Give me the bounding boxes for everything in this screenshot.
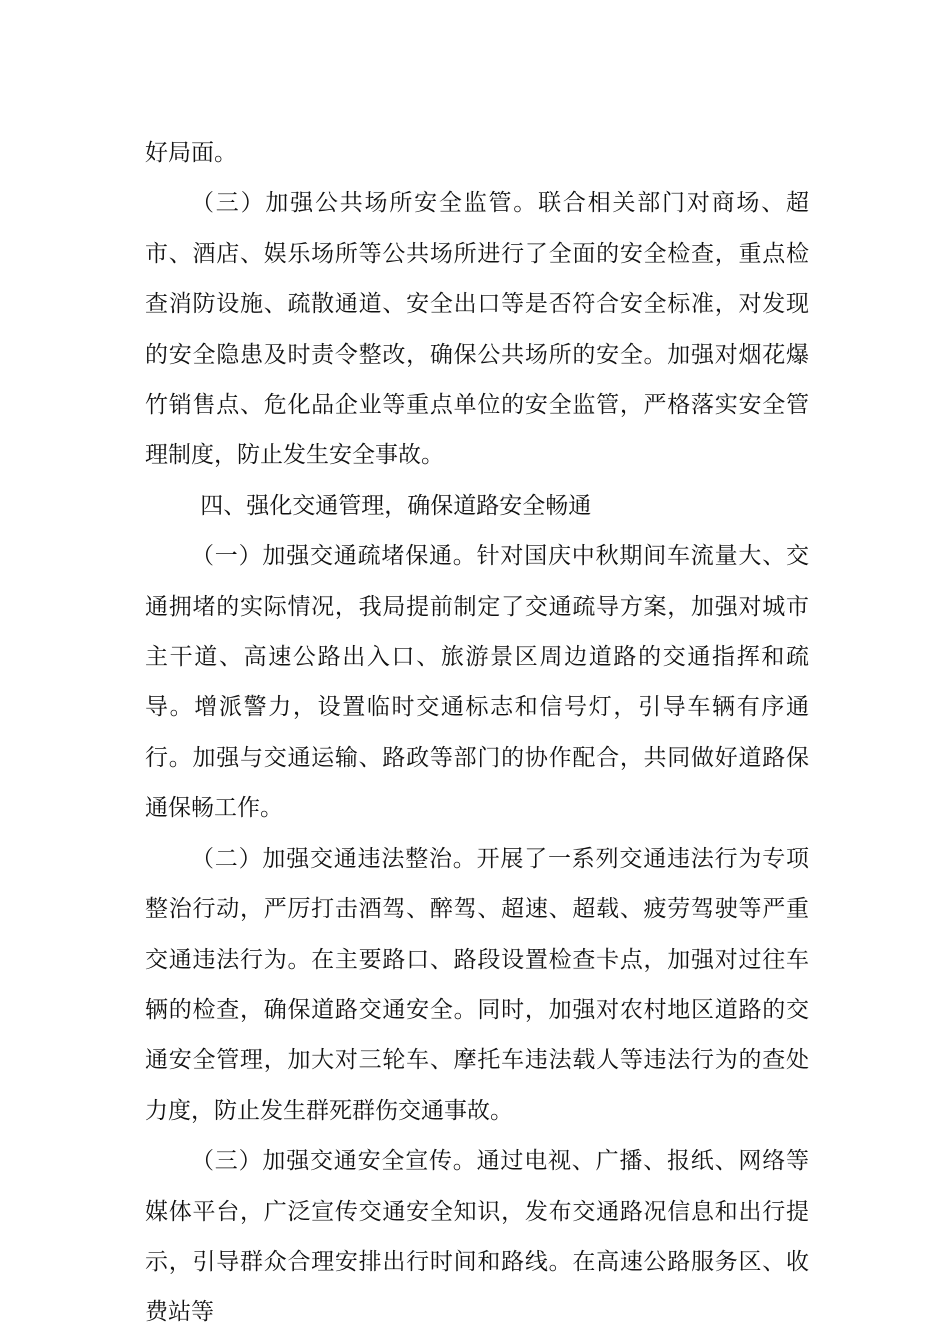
- paragraph-traffic-violations: （二）加强交通违法整治。开展了一系列交通违法行为专项整治行动，严厉打击酒驾、醉驾、超速、超载、疲劳驾驶等严重交通违法行为。在主要路口、路段设置检查卡点，加强对过往车辆的检查，确保道路交通安全。同时，加强对农村地区道路的交通安全管理，加大对三轮车、摩托车违法载人等违法行为的查处力度，防止发生群死群伤交通事故。: [145, 845, 809, 1124]
- paragraph-traffic-publicity: （三）加强交通安全宣传。通过电视、广播、报纸、网络等媒体平台，广泛宣传交通安全知识，发布交通路况信息和出行提示，引导群众合理安排出行时间和路线。在高速公路服务区、收费站等: [145, 1148, 809, 1326]
- paragraph-continuation: 好局面。: [145, 140, 237, 166]
- document-body: [145, 128, 809, 1338]
- paragraph-public-places-supervision: （三）加强公共场所安全监管。联合相关部门对商场、超市、酒店、娱乐场所等公共场所进行了全面的安全检查，重点检查消防设施、疏散通道、安全出口等是否符合安全标准，对发现的安全隐患及时责令整改，确保公共场所的安全。加强对烟花爆竹销售点、危化品企业等重点单位的安全监管，严格落实安全管理制度，防止发生安全事故。: [145, 190, 809, 469]
- section-heading-traffic-management: 四、强化交通管理，确保道路安全畅通: [200, 492, 592, 519]
- paragraph-traffic-flow: （一）加强交通疏堵保通。针对国庆中秋期间车流量大、交通拥堵的实际情况，我局提前制定了交通疏导方案，加强对城市主干道、高速公路出入口、旅游景区周边道路的交通指挥和疏导。增派警力，设置临时交通标志和信号灯，引导车辆有序通行。加强与交通运输、路政等部门的协作配合，共同做好道路保通保畅工作。: [145, 543, 809, 822]
